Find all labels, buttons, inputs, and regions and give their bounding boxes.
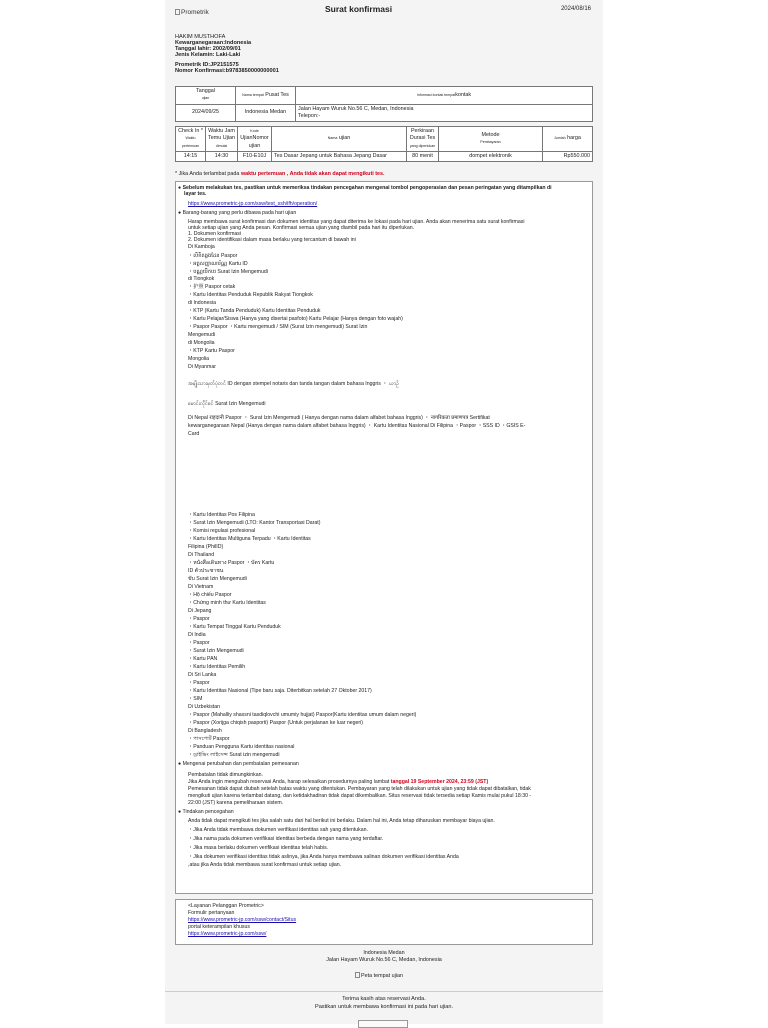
document-date: 2024/08/16	[560, 6, 591, 12]
text-line: မောင်းလိုင်စင် Surat Izin Mengemudi	[188, 401, 266, 407]
text-line: 2. Dokumen identifikasi dalam masa berlaku yang tercantum di bawah ini	[188, 237, 356, 243]
prometrik-logo	[175, 9, 209, 18]
map-image[interactable]	[355, 972, 403, 980]
text-line: ขับ Surat Izin Mengemudi	[188, 576, 247, 582]
text-line: Di Kamboja	[188, 244, 215, 250]
contact-form-label: Formulir pertanyaan	[188, 910, 235, 916]
col-method: Metode Pembayaran	[439, 127, 543, 152]
candidate-name: HAKIM MUSTHOFA	[175, 34, 226, 40]
exam-checkin: 14:15	[176, 151, 206, 161]
text-line: ・Paspor	[188, 680, 210, 686]
text-line: ・Paspor (Xorijga chiqish pasporti) Paspor (Untuk perjalanan ke luar negeri)	[188, 720, 364, 726]
col-start: Waktu Jam Temu Ujian dimulai	[206, 127, 238, 152]
text-line: ・KTP Kartu Paspor	[188, 348, 235, 354]
text-line: ・Kartu Identitas Penduduk Republik Rakyat Tiongkok	[188, 292, 313, 298]
venue-address: Jalan Hayam Wuruk No.56 C, Medan, Indonesia	[298, 105, 414, 112]
exam-table	[175, 126, 593, 162]
operation-link[interactable]: https://www.prometric-jp.com/ssw/test_ssh/ifh/operation/	[188, 201, 318, 207]
text-line: ・Jika masa berlaku dokumen verifikasi identitas telah habis.	[188, 845, 329, 851]
late-note: * Jika Anda terlambat pada waktu pertemuan , Anda tidak akan dapat mengikuti tes.	[175, 171, 385, 177]
venue-center: Indonesia Medan	[236, 104, 296, 122]
col-duration: Perkiraan Durasi Tes yang diperlukan	[407, 127, 439, 152]
text-line: ・Chứng minh thư Kartu Identitas	[188, 600, 266, 606]
text-line: Di Myanmar	[188, 364, 216, 370]
text-line: ・Paspor	[188, 616, 210, 622]
text-line: ・Surat Izin Mengemudi (LTO: Kantor Transportasi Darat)	[188, 520, 321, 526]
text-line: ・បណ្ណបើកបរ Surat Izin Mengemudi	[188, 269, 268, 275]
text-line: 22:00 (JST) karena pemeliharaan sistem.	[188, 800, 284, 806]
col-price: Jumlah harga	[543, 127, 593, 152]
instructions-box	[175, 181, 593, 894]
text-line: Di India	[188, 632, 206, 638]
text-line: ・KTP (Kartu Tanda Penduduk) Kartu Identitas Penduduk	[188, 308, 321, 314]
venue-date: 2024/09/25	[176, 104, 236, 122]
text-line: ・Kartu Identitas Pos Filipina	[188, 512, 255, 518]
logo-alt-text: Prometrik	[181, 9, 209, 16]
text-line: ・Paspor (Mahalliy shaxsni tasdiqlovchi umumiy hujjat) Paspor(Kartu identitas umum dalam negeri)	[188, 712, 417, 718]
text-line: ・Paspor Paspor ・Kartu mengemudi / SIM (Surat Izin mengemudi) Surat Izin	[188, 324, 368, 330]
candidate-birthdate: Tanggal lahir: 2002/09/01	[175, 46, 241, 52]
exam-name: Tes Dasar Jepang untuk Bahasa Jepang Dasar	[272, 151, 407, 161]
text-line: Card	[188, 431, 200, 437]
text-line: Mongolia	[188, 356, 210, 362]
col-date: Tanggal ujian	[176, 87, 236, 105]
broken-image-icon	[175, 9, 180, 15]
text-line: untuk setiap ujian yang Anda pesan. Konfirmasi semua ujian yang diambil pada hari itu diperlukan.	[188, 225, 415, 231]
text-line: Di Uzbekistan	[188, 704, 221, 710]
contact-link[interactable]: https://www.prometric-jp.com/ssw/contact/Situs	[188, 917, 297, 923]
portal-link[interactable]: https://www.prometric-jp.com/ssw/	[188, 931, 267, 937]
text-line: အမျိုးသားမှတ်ပုံတင် ID dengan stempel notaris dan tanda tangan dalam bahasa Inggris ・ ယာဉ်	[188, 381, 399, 387]
text-line: ・Surat Izin Mengemudi	[188, 648, 244, 654]
footer-divider	[165, 991, 603, 992]
exam-code: F10-E10J	[238, 151, 272, 161]
text-line: ・Kartu Identitas Pemilih	[188, 664, 246, 670]
section-precautions: ● Tindakan pencegahan	[178, 809, 234, 815]
text-line: ・ড্রাইভিং লাইসেন্স Surat izin mengemudi	[188, 752, 280, 758]
exam-start: 14:30	[206, 151, 238, 161]
section-changes: ● Mengenai perubahan dan pembatalan pemesanan	[178, 761, 299, 767]
text-line: ・Kartu Identitas Nasional (Tipe baru saja. Diterbitkan setelah 27 Oktober 2017)	[188, 688, 372, 694]
broken-image-icon	[355, 972, 360, 978]
thanks-message	[175, 996, 593, 1011]
text-line: ・Kartu Pelajar/Siswa (Hanya yang disertai pasfoto) Kartu Pelajar (Hanya dengan foto wajah)	[188, 316, 403, 322]
text-line: ・Kartu PAN	[188, 656, 218, 662]
text-line: ・Hộ chiếu Paspor	[188, 592, 232, 598]
text-line: kewarganegaraan Nepal (Hanya dengan nama dalam alfabet bahasa Inggris) ・ Kartu Identitas Nasional Di Filipina ・Paspor ・SSS ID ・GSIS E-	[188, 423, 526, 429]
section-precaution-screen: ● Sebelum melakukan tes, pastikan untuk memeriksa tindakan pencegahan mengenai tombol pengoperasian dan pesan peringatan yang ditampilkan di	[178, 185, 552, 191]
col-contact: Informasi kontak tempatkontak	[296, 87, 593, 105]
exam-price: Rp550.000	[543, 151, 593, 161]
text-line: Jika Anda ingin mengubah reservasi Anda, harap selesaikan prosedurnya paling lambat tanggal 19 September 2024, 23:59 (JST)	[188, 779, 489, 785]
text-line: ,atau jika Anda tidak membawa surat konfirmasi untuk setiap ujian.	[188, 862, 342, 868]
prometrik-id: Prometrik ID:JP2151575	[175, 62, 239, 68]
text-line: ・Komisi regulasi profesional	[188, 528, 256, 534]
confirmation-number: Nomor Konfirmasi:b9783850000000001	[175, 68, 279, 74]
text-line: ID ตัวประชาชน	[188, 568, 224, 574]
text-line: Mengemudi	[188, 332, 216, 338]
text-line: ・លិខិតឆ្លងដែន Paspor	[188, 253, 238, 259]
venue-phone: Telepon:-	[298, 112, 321, 119]
contact-heading: <Layanan Pelanggan Prometric>	[188, 903, 264, 909]
text-line: Di Sri Lanka	[188, 672, 217, 678]
text-line: ・Kartu Identitas Multiguna Terpadu ・Kartu Identitas	[188, 536, 311, 542]
exam-duration: 80 menit	[407, 151, 439, 161]
text-line: di Mongolia	[188, 340, 215, 346]
candidate-info	[175, 34, 595, 74]
text-line: ・Paspor	[188, 640, 210, 646]
text-line: ・หนังสือเดินทาง Paspor ・บัตร Kartu	[188, 560, 275, 566]
footer-address	[175, 950, 593, 965]
text-line: ・អត្តសញ្ញាណប័ណ្ណ Kartu ID	[188, 261, 248, 267]
venue-address-cell	[296, 104, 593, 122]
text-line: ・পাসপোর্ট Paspor	[188, 736, 230, 742]
footer-button[interactable]	[358, 1020, 408, 1028]
page-title: Surat konfirmasi	[325, 4, 393, 14]
text-line: mengikuti ujian karena terlambat datang, dan ketidakhadiran tidak dapat dikembalikan. Situs reservasi tidak tersedia setiap Kamis mulai pukul 18:30 -	[188, 793, 532, 799]
portal-label: portal keterampilan khusus	[188, 924, 250, 930]
text-line: ・Kartu Tempat Tinggal Kartu Penduduk	[188, 624, 281, 630]
text-line: ・SIM	[188, 696, 203, 702]
contact-box	[175, 899, 593, 945]
text-line: Pembatalan tidak dimungkinkan.	[188, 772, 263, 778]
text-line: Anda tidak dapat mengikuti tes jika salah satu dari hal berikut ini berlaku. Dalam hal ini, Anda tetap diharuskan membayar biaya ujian.	[188, 818, 495, 824]
col-center: Nama tempat Pusat Tes	[236, 87, 296, 105]
text-line: Di Nepal राहदानी Paspor ・ Surat Izin Mengemudi ( Hanya dengan nama dalam alfabet bahasa Inggris) ・ नागरिकता प्रमाणपत्र Sertifikat	[188, 415, 490, 421]
deadline: tanggal 19 September 2024, 23:59 (JST)	[390, 779, 489, 785]
text-line: Di Jepang	[188, 608, 212, 614]
header	[175, 4, 595, 24]
text-line: layar tes.	[184, 191, 207, 197]
text-line: Di Thailand	[188, 552, 215, 558]
footer-city: Indonesia Medan	[363, 950, 405, 956]
map-alt-text: Peta tempat ujian	[361, 973, 403, 979]
text-line: Filipina (PhilID)	[188, 544, 224, 550]
text-line: di Tiongkok	[188, 276, 215, 282]
text-line: ・护照 Paspor cetak	[188, 284, 236, 290]
text-line: Pemesanan tidak dapat diubah setelah batas waktu yang ditentukan. Pembayaran yang telah dilakukan untuk ujian yang tidak dapat dibatalkan, tidak	[188, 786, 531, 792]
text-line: Harap membawa surat konfirmasi dan dokumen identitas yang dapat diterima ke lokasi pada hari ujian. Anda akan menerima satu surat konfirmasi	[188, 219, 525, 225]
text-line: Di Bangladesh	[188, 728, 222, 734]
col-code: Kode UjianNomor ujian	[238, 127, 272, 152]
thanks-line: Pastikan untuk membawa konfirmasi ini pada hari ujian.	[314, 1003, 454, 1010]
footer-street: Jalan Hayam Wuruk No.56 C, Medan, Indonesia	[326, 957, 442, 964]
text-line: ・Jika dokumen verifikasi identitas tidak aslinya, jika Anda hanya membawa salinan dokumen verifikasi identitas Anda	[188, 854, 459, 860]
text-line: ・Jika Anda tidak membawa dokumen verifikasi identitas sah yang ditentukan.	[188, 827, 368, 833]
col-name: Nama ujian	[272, 127, 407, 152]
text-line: Di Vietnam	[188, 584, 214, 590]
venue-table	[175, 86, 593, 122]
thanks-line: Terima kasih atas reservasi Anda.	[342, 996, 426, 1002]
text-line: 1. Dokumen konfirmasi	[188, 231, 242, 237]
text-line: di Indonesia	[188, 300, 216, 306]
text-line: ・Jika nama pada dokumen verifikasi identitas berbeda dengan nama yang terdaftar.	[188, 836, 384, 842]
section-items-to-bring: ● Barang-barang yang perlu dibawa pada hari ujian	[178, 210, 297, 216]
exam-method: dompet elektronik	[439, 151, 543, 161]
col-checkin: Check In * Waktu pertemuan	[176, 127, 206, 152]
text-line: ・Panduan Pengguna Kartu identitas nasional	[188, 744, 295, 750]
candidate-gender: Jenis Kelamin: Laki-Laki	[175, 52, 241, 58]
candidate-nationality: Kewarganegaraan:Indonesia	[175, 40, 252, 46]
